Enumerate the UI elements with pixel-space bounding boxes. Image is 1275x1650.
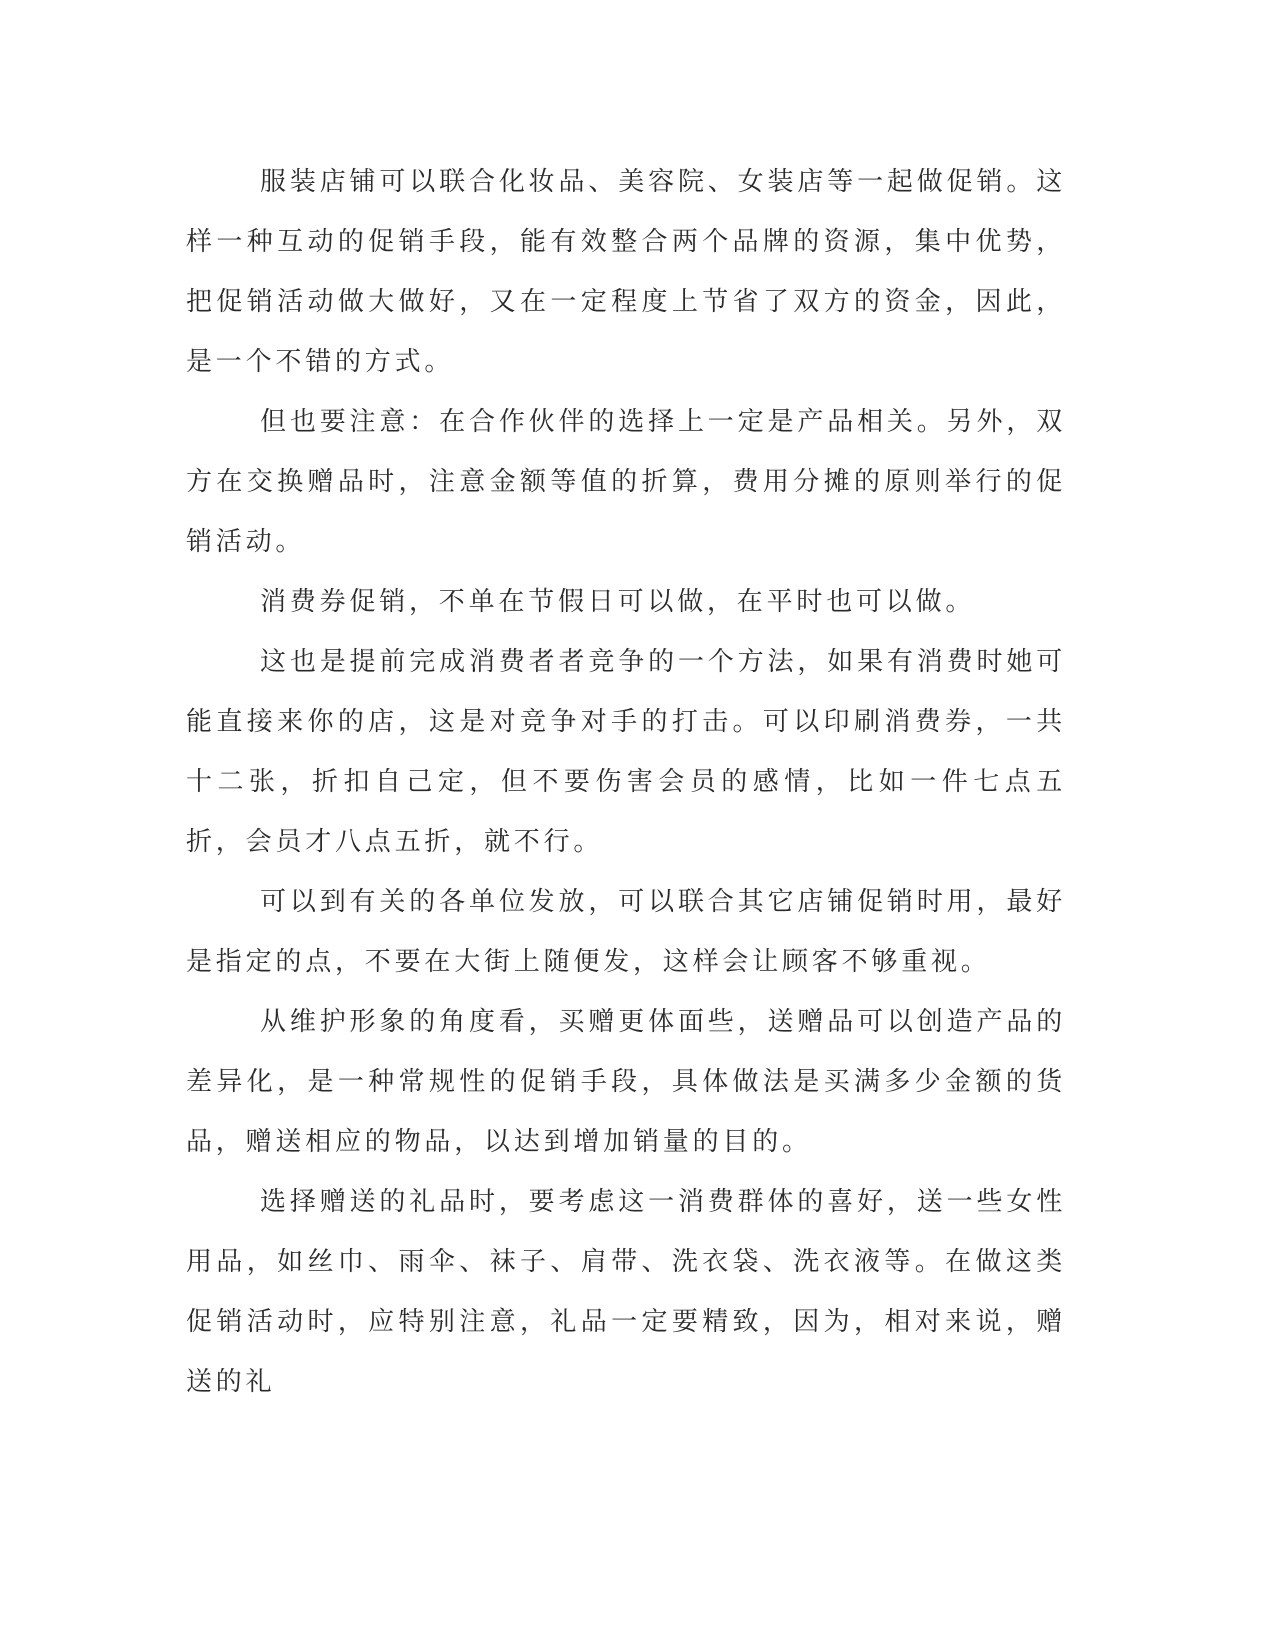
paragraph-coupon-distribution: 可以到有关的各单位发放，可以联合其它店铺促销时用，最好是指定的点，不要在大街上随便发，这样会让顾客不够重视。 [186, 887, 1066, 977]
paragraph-cross-promotion: 服装店铺可以联合化妆品、美容院、女装店等一起做促销。这样一种互动的促销手段，能有效整合两个品牌的资源，集中优势，把促销活动做大做好，又在一定程度上节省了双方的资金，因此，是一个不错的方式。 [186, 167, 1066, 377]
paragraph-coupon-details: 这也是提前完成消费者者竞争的一个方法，如果有消费时她可能直接来你的店，这是对竞争对手的打击。可以印刷消费券，一共十二张，折扣自己定，但不要伤害会员的感情，比如一件七点五折，会员才八点五折，就不行。 [186, 647, 1066, 857]
document-body [186, 152, 1066, 1412]
paragraph-partner-notice: 但也要注意：在合作伙伴的选择上一定是产品相关。另外，双方在交换赠品时，注意金额等值的折算，费用分摊的原则举行的促销活动。 [186, 407, 1066, 557]
paragraph-gift-selection: 选择赠送的礼品时，要考虑这一消费群体的喜好，送一些女性用品，如丝巾、雨伞、袜子、肩带、洗衣袋、洗衣液等。在做这类促销活动时，应特别注意，礼品一定要精致，因为，相对来说，赠送的礼 [186, 1187, 1066, 1397]
paragraph-gift-promotion: 从维护形象的角度看，买赠更体面些，送赠品可以创造产品的差异化，是一种常规性的促销手段，具体做法是买满多少金额的货品，赠送相应的物品，以达到增加销量的目的。 [186, 1007, 1066, 1157]
paragraph-coupon-promotion: 消费券促销，不单在节假日可以做，在平时也可以做。 [260, 587, 976, 617]
